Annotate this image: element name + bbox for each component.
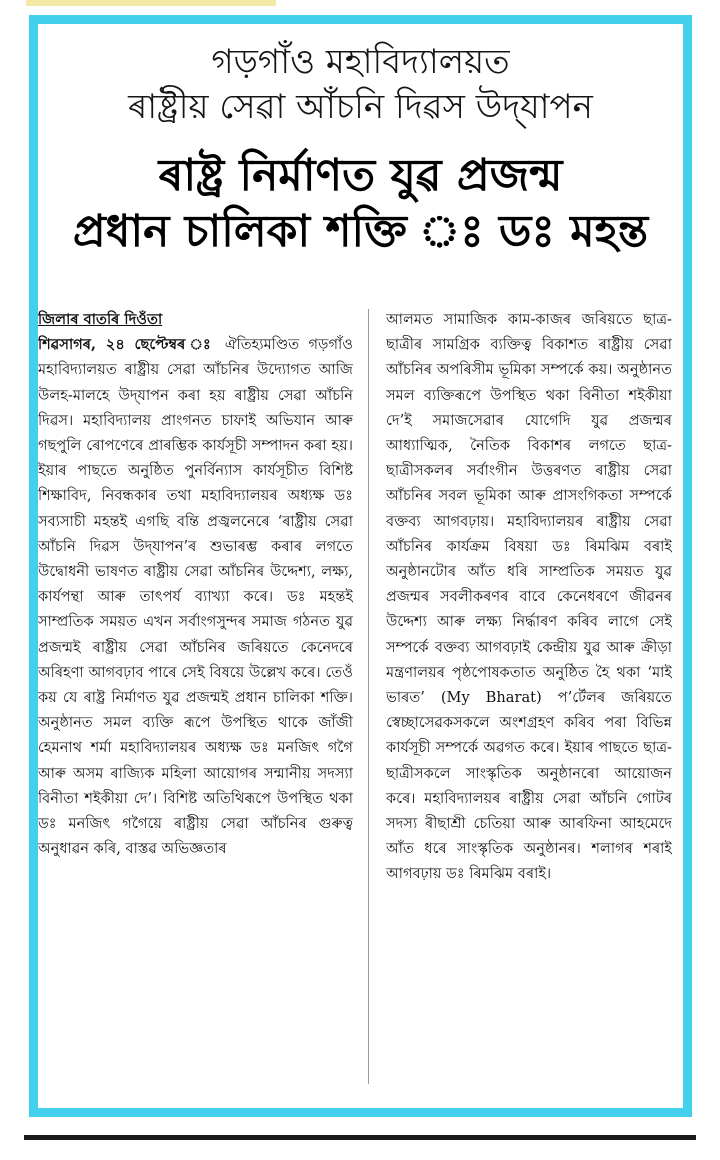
body-column-left <box>38 307 353 1098</box>
byline: জিলাৰ বাতৰি দিওঁতা <box>38 311 163 328</box>
article-header <box>38 24 683 259</box>
newspaper-clipping <box>29 15 692 1117</box>
bottom-rule <box>24 1135 696 1140</box>
body-text-right: আলমত সামাজিক কাম-কাজৰ জৰিয়তে ছাত্ৰ-ছাত্ৰীৰ সামগ্ৰিক ব্যক্তিত্ব বিকাশত ৰাষ্ট্ৰীয় সেৱা আঁচনিৰ অপৰিসীম ভূমিকা সম্পৰ্কে কয়। অনুষ্ঠানত সমল ব্যক্তিৰূপে উপস্থিত থকা বিনীতা শইকীয়া দে’ই সমাজসেৱাৰ যোগেদি যুৱ প্ৰজন্মৰ আধ্যাত্মিক, নৈতিক বিকাশৰ লগতে ছাত্ৰ-ছাত্ৰীসকলৰ সৰ্বাংগীন উত্তৰণত ৰাষ্ট্ৰীয় সেৱা আঁচনিৰ সবল ভূমিকা আৰু প্ৰাসংগিকতা সম্পৰ্কে বক্তব্য আগবঢ়ায়। মহাবিদ্যালয়ৰ ৰাষ্ট্ৰীয় সেৱা আঁচনিৰ কাৰ্যক্ৰম বিষয়া ডঃ ৰিমঝিম বৰাই অনুষ্ঠানটোৰ আঁত ধৰি সাম্প্ৰতিক সময়ত যুৱ প্ৰজন্মৰ সবলীকৰণৰ বাবে কেনেধৰণে জীৱনৰ উদ্দেশ্য আৰু লক্ষ্য নিৰ্দ্ধাৰণ কৰিব লাগে সেই সম্পৰ্কে বক্তব্য আগবঢ়াই কেন্দ্ৰীয় যুৱ আৰু ক্ৰীড়া মন্ত্ৰণালয়ৰ পৃষ্ঠপোষকতাত অনুষ্ঠিত হৈ থকা ‘মাই ভাৰত’ (My Bharat) প’ৰ্টেলৰ জৰিয়তে স্বেচ্ছাসেৱকসকলে অংশগ্ৰহণ কৰিব পৰা বিভিন্ন কাৰ্যসূচী সম্পৰ্কে অৱগত কৰে। ইয়াৰ পাছতে ছাত্ৰ-ছাত্ৰীসকলে সাংস্কৃতিক অনুষ্ঠানৰো আয়োজন কৰে। মহাবিদ্যালয়ৰ ৰাষ্ট্ৰীয় সেৱা আঁচনি গোটৰ সদস্য ৰীছাশ্ৰী চেতিয়া আৰু আৰফিনা আহমেদে আঁত ধৰে সাংস্কৃতিক অনুষ্ঠানৰ। শলাগৰ শৰাই আগবঢ়ায় ডঃ ৰিমঝিম বৰাই। <box>386 311 672 883</box>
yellow-strip <box>26 0 276 6</box>
headline-line-2: প্ৰধান চালিকা শক্তি ঃ ডঃ মহন্ত <box>72 206 649 258</box>
article-body <box>38 307 683 1098</box>
subheadline-event: ৰাষ্ট্ৰীয় সেৱা আঁচনি দিৱস উদ্‌যাপন <box>128 86 593 127</box>
column-divider <box>368 309 369 1084</box>
subheadline-college: গড়গাঁও মহাবিদ্যালয়ত <box>211 42 510 82</box>
headline-line-1: ৰাষ্ট্ৰ নিৰ্মাণত যুৱ প্ৰজন্ম <box>158 149 563 201</box>
dateline: শিৱসাগৰ, ২৪ ছেপ্টেম্বৰ ঃ <box>38 336 216 354</box>
body-column-right <box>386 307 672 1098</box>
body-text-left: ঐতিহ্যমণ্ডিত গড়গাঁও মহাবিদ্যালয়ত ৰাষ্ট্ৰীয় সেৱা আঁচনিৰ উদ্যোগত আজি উলহ-মালহে উদ্‌যাপন কৰা হয় ৰাষ্ট্ৰীয় সেৱা আঁচনি দিৱস। মহাবিদ্যালয় প্ৰাংগনত চাফাই অভিযান আৰু গছপুলি ৰোপণেৰে প্ৰাৰম্ভিক কাৰ্যসূচী সম্পাদন কৰা হয়। ইয়াৰ পাছতে অনুষ্ঠিত পুনৰ্বিন্যাস কাৰ্যসূচীত বিশিষ্ট শিক্ষাবিদ, নিবন্ধকাৰ তথা মহাবিদ্যালয়ৰ অধ্যক্ষ ডঃ সব্যসাচী মহন্তই এগছি বন্তি প্ৰজ্বলনেৰে ‘ৰাষ্ট্ৰীয় সেৱা আঁচনি দিৱস উদ্‌যাপন’ৰ শুভাৰম্ভ কৰাৰ লগতে উদ্বোধনী ভাষণত ৰাষ্ট্ৰীয় সেৱা আঁচনিৰ উদ্দেশ্য, লক্ষ্য, কাৰ্যপন্থা আৰু তাৎপৰ্য ব্যাখ্যা কৰে। ডঃ মহন্তই সাম্প্ৰতিক সময়ত এখন সৰ্বাংগসুন্দৰ সমাজ গঠনত যুৱ প্ৰজন্মই ৰাষ্ট্ৰীয় সেৱা আঁচনিৰ জৰিয়তে কেনেদৰে অৰিহণা আগবঢ়াব পাৰে সেই বিষয়ে উল্লেখ কৰে। তেওঁ কয় যে ৰাষ্ট্ৰ নিৰ্মাণত যুৱ প্ৰজন্মই প্ৰধান চালিকা শক্তি। অনুষ্ঠানত সমল ব্যক্তি ৰূপে উপস্থিত থাকে জাঁজী হেমনাথ শৰ্মা মহাবিদ্যালয়ৰ অধ্যক্ষ ডঃ মনজিৎ গগৈ আৰু অসম ৰাজ্যিক মহিলা আয়োগৰ সন্মানীয় সদস্যা বিনীতা শইকীয়া দে’। বিশিষ্ট অতিথিৰূপে উপস্থিত থকা ডঃ মনজিৎ গগৈয়ে ৰাষ্ট্ৰীয় সেৱা আঁচনিৰ গুৰুত্ব অনুধাৱন কৰি, বাস্তৱ অভিজ্ঞতাৰ <box>38 336 353 858</box>
